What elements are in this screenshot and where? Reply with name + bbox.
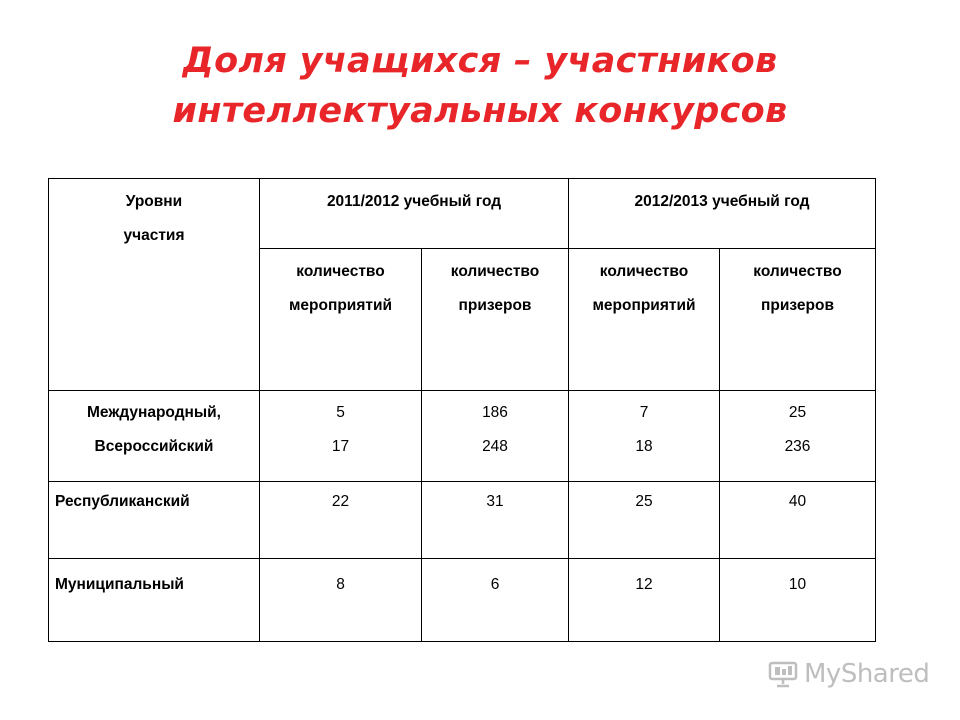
cell-value: 25 [635,493,653,510]
table-cell [569,391,720,482]
slide-title-line-1: Доля учащихся – участников [182,41,778,81]
cell-value: 7 [639,404,649,421]
cell-value: 5 [336,404,345,421]
presentation-screen-icon [768,659,798,689]
subheader-cell [422,249,569,391]
cell-value: 8 [336,576,345,593]
table-cell [720,391,876,482]
subheader-line: призеров [761,297,834,314]
myshared-watermark [768,656,929,692]
corner-header-line: участия [123,227,185,244]
subheader-line: количество [450,263,540,280]
row-label-line: Муниципальный [55,576,184,593]
year-header-2011-2012: 2011/2012 учебный год [260,179,569,249]
table-cell [569,559,720,642]
row-label-cell [49,391,260,482]
row-label-line: Международный, [87,404,221,421]
cell-value: 10 [788,576,807,593]
cell-value: 18 [635,438,653,455]
slide-title [0,36,960,136]
table-cell [720,482,876,559]
row-label-line: Республиканский [55,493,190,510]
subheader-line: количество [599,263,689,280]
cell-value: 40 [788,493,807,510]
subheader-line: количество [753,263,842,280]
table-cell [720,559,876,642]
slide-title-line-2: интеллектуальных конкурсов [172,91,788,131]
table-row [49,559,876,642]
subheader-line: призеров [458,297,532,314]
contest-participation-table [48,178,876,642]
subheader-cell [720,249,876,391]
table-header-row [49,179,876,249]
subheader-cell [569,249,720,391]
watermark-text: MyShared [804,659,930,689]
subheader-line: мероприятий [592,297,696,314]
year-header-2012-2013: 2012/2013 учебный год [569,179,876,249]
table-cell [422,559,569,642]
subheader-line: количество [296,263,385,280]
cell-value: 22 [331,493,350,510]
cell-value: 12 [635,576,653,593]
subheader-cell [260,249,422,391]
table-row [49,391,876,482]
corner-header-line: Уровни [125,193,183,210]
cell-value: 25 [788,404,807,421]
cell-value: 31 [486,493,504,510]
table-cell [422,482,569,559]
row-label-cell [49,559,260,642]
table-cell [260,391,422,482]
corner-header-cell [49,179,260,391]
cell-value: 186 [482,404,508,421]
table-cell [260,559,422,642]
table-cell [569,482,720,559]
subheader-line: мероприятий [288,297,393,314]
table-cell [260,482,422,559]
cell-value: 17 [331,438,350,455]
row-label-line: Всероссийский [94,438,214,455]
table-cell [422,391,569,482]
cell-value: 248 [482,438,508,455]
cell-value: 236 [784,438,811,455]
cell-value: 6 [490,576,500,593]
row-label-cell [49,482,260,559]
table-row [49,482,876,559]
